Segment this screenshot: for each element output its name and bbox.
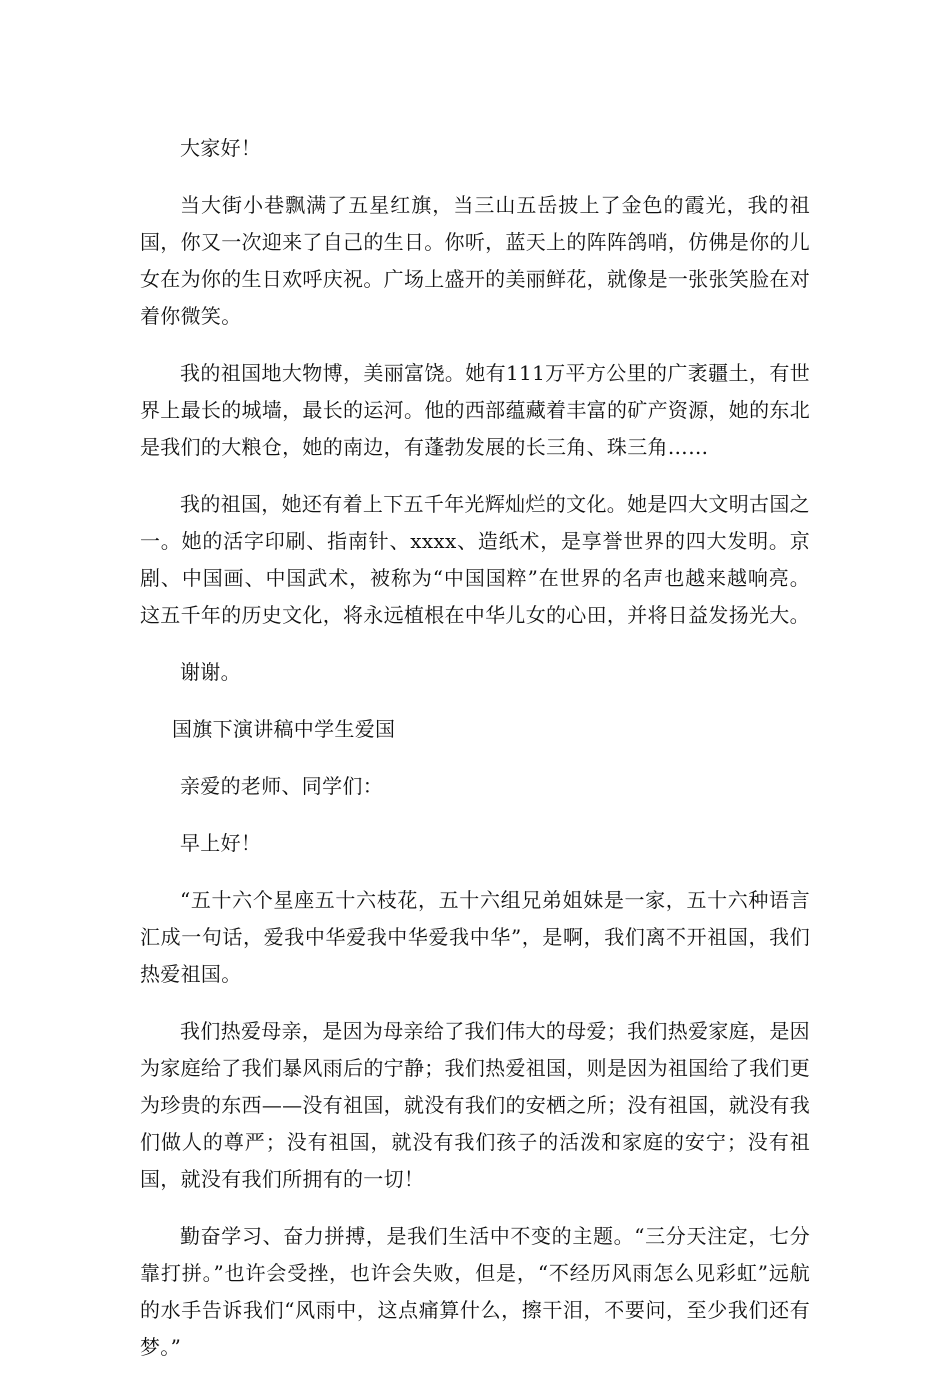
body-paragraph: 我的祖国，她还有着上下五千年光辉灿烂的文化。她是四大文明古国之一。她的活字印刷、指南针、xxxx、造纸术，是享誉世界的四大发明。京剧、中国画、中国武术，被称为“中国国粹”在世界的名声也越来越响亮。这五千年的历史文化，将永远植根在中华儿女的心田，并将日益发扬光大。 — [140, 492, 810, 627]
body-paragraph: 我们热爱母亲，是因为母亲给了我们伟大的母爱；我们热爱家庭，是因为家庭给了我们暴风雨后的宁静；我们热爱祖国，则是因为祖国给了我们更为珍贵的东西——没有祖国，就没有我们的安栖之所；没有祖国，就没有我们做人的尊严；没有祖国，就没有我们孩子的活泼和家庭的安宁；没有祖国，就没有我们所拥有的一切！ — [140, 1019, 810, 1191]
greeting-paragraph: 大家好！ — [180, 136, 262, 160]
greeting-paragraph: 早上好！ — [180, 831, 262, 855]
body-paragraph: 当大街小巷飘满了五星红旗，当三山五岳披上了金色的霞光，我的祖国，你又一次迎来了自己的生日。你听，蓝天上的阵阵鸽哨，仿佛是你的儿女在为你的生日欢呼庆祝。广场上盛开的美丽鲜花，就像是一张张笑脸在对着你微笑。 — [140, 193, 810, 328]
body-paragraph: “五十六个星座五十六枝花，五十六组兄弟姐妹是一家，五十六种语言汇成一句话，爱我中华爱我中华爱我中华”，是啊，我们离不开祖国，我们热爱祖国。 — [140, 888, 810, 986]
salutation-paragraph: 亲爱的老师、同学们： — [180, 774, 383, 798]
document-page — [140, 130, 810, 1386]
closing-paragraph: 谢谢。 — [180, 660, 241, 684]
body-paragraph: 我的祖国地大物博，美丽富饶。她有111万平方公里的广袤疆土，有世界上最长的城墙，最长的运河。他的西部蕴藏着丰富的矿产资源，她的东北是我们的大粮仓，她的南边，有蓬勃发展的长三角、珠三角…… — [140, 361, 810, 459]
body-paragraph: 勤奋学习、奋力拼搏，是我们生活中不变的主题。“三分天注定，七分靠打拼。”也许会受挫，也许会失败，但是，“不经历风雨怎么见彩虹”远航的水手告诉我们“风雨中，这点痛算什么，擦干泪，不要问，至少我们还有梦。” — [140, 1224, 810, 1359]
section-title: 国旗下演讲稿中学生爱国 — [172, 717, 396, 741]
